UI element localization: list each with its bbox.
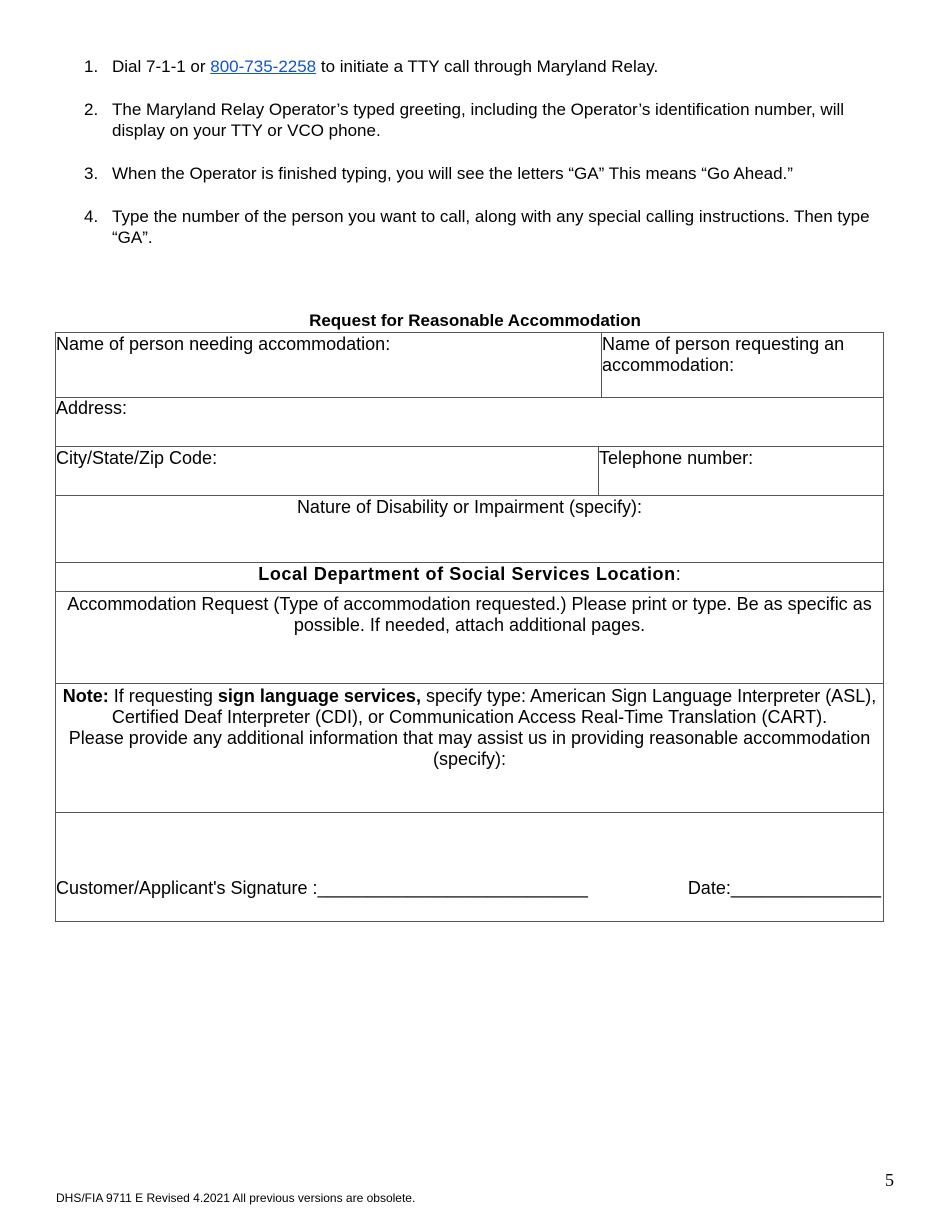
- note-text: [56, 686, 883, 728]
- step-text: Dial 7-1-1 or: [112, 57, 211, 76]
- step-number: 4.: [84, 207, 99, 226]
- name-requesting-label: Name of person requesting an accommodation:: [602, 334, 845, 375]
- step-4: [78, 206, 898, 248]
- step-number: 2.: [84, 100, 99, 119]
- name-row: [56, 333, 883, 398]
- city-state-zip-label: City/State/Zip Code:: [56, 448, 218, 468]
- note-bold: sign language services,: [217, 686, 421, 706]
- step-text: When the Operator is finished typing, you will see the letters “GA” This means “Go Ahead.”: [112, 164, 793, 183]
- note-field[interactable]: [56, 684, 883, 813]
- relay-phone-link[interactable]: 800-735-2258: [210, 57, 317, 76]
- form-title: Request for Reasonable Accommodation: [309, 311, 641, 330]
- signature-row: [56, 813, 883, 921]
- step-3: [78, 163, 898, 184]
- note-post: specify type: American Sign Language Interpreter (ASL), Certified Deaf Interpreter (CDI), or Communication Access Real-Time Translation (CART).: [111, 686, 877, 727]
- address-field[interactable]: [56, 398, 883, 447]
- note-additional: Please provide any additional information that may assist us in providing reasonable accommodation (specify):: [68, 728, 871, 769]
- name-needing-field[interactable]: [56, 333, 601, 397]
- name-needing-label: Name of person needing accommodation:: [56, 334, 391, 354]
- request-field[interactable]: [56, 592, 883, 684]
- telephone-field[interactable]: [598, 447, 883, 495]
- signature-field[interactable]: Customer/Applicant's Signature :___________________________: [56, 878, 588, 898]
- step-number: 1.: [84, 57, 99, 76]
- note-pre: If requesting: [108, 686, 218, 706]
- request-label: Accommodation Request (Type of accommodation requested.) Please print or type. Be as specific as possible. If needed, attach additional pages.: [67, 594, 872, 635]
- step-text: Type the number of the person you want to call, along with any special calling instructions. Then type “GA”.: [112, 207, 870, 247]
- nature-label: Nature of Disability or Impairment (specify):: [296, 497, 643, 517]
- form-footer: DHS/FIA 9711 E Revised 4.2021 All previous versions are obsolete.: [56, 1191, 416, 1205]
- accommodation-form: [55, 332, 884, 922]
- instruction-steps: [78, 56, 898, 270]
- page-number: 5: [885, 1170, 894, 1190]
- step-number: 3.: [84, 164, 99, 183]
- local-dept-colon: :: [675, 564, 681, 584]
- nature-field[interactable]: [56, 496, 883, 563]
- step-1: [78, 56, 898, 77]
- local-dept-label: Local Department of Social Services Location: [258, 564, 676, 584]
- step-2: [78, 99, 898, 141]
- name-requesting-field[interactable]: [601, 333, 883, 397]
- city-state-zip-field[interactable]: [56, 447, 598, 495]
- address-label: Address:: [56, 398, 128, 418]
- city-row: [56, 447, 883, 496]
- date-field[interactable]: Date:_______________: [687, 878, 881, 898]
- step-text: The Maryland Relay Operator’s typed greeting, including the Operator’s identification number, will display on your TTY or VCO phone.: [112, 100, 845, 140]
- telephone-label: Telephone number:: [599, 448, 754, 468]
- step-text: to initiate a TTY call through Maryland Relay.: [316, 57, 659, 76]
- note-label: Note:: [62, 686, 109, 706]
- local-dept-field[interactable]: [56, 563, 883, 592]
